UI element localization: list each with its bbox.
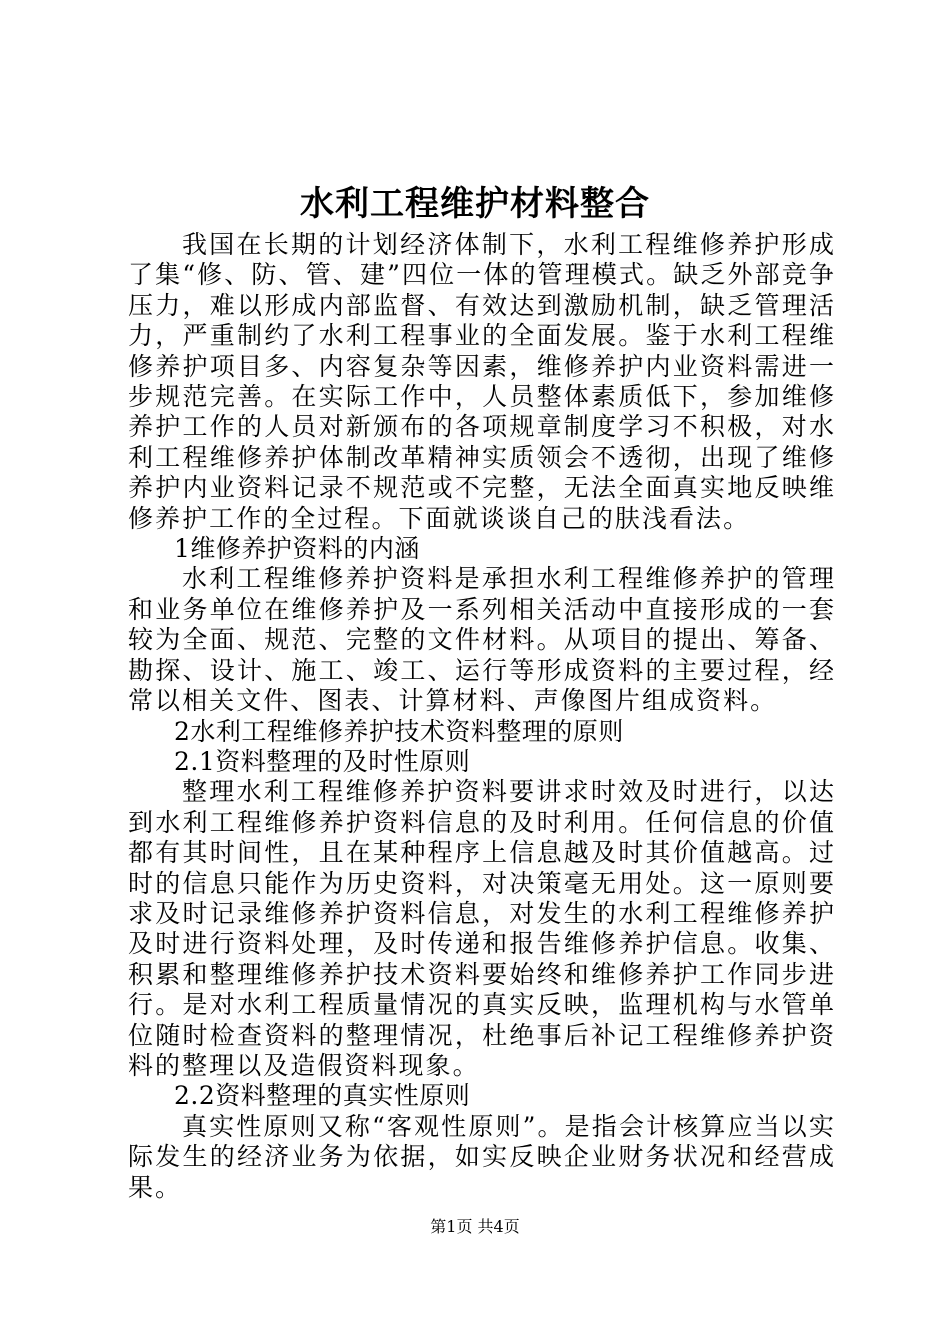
- section-heading-2-2: 2.2资料整理的真实性原则: [174, 1081, 471, 1111]
- document-body: [128, 230, 836, 1203]
- section-heading-2: 2水利工程维修养护技术资料整理的原则: [174, 716, 624, 746]
- section-1-paragraph: 水利工程维修养护资料是承担水利工程维修养护的管理和业务单位在维修养护及一系列相关活动中直接形成的一套较为全面、规范、完整的文件材料。从项目的提出、筹备、勘探、设计、施工、竣工、运行等形成资料的主要过程，经常以相关文件、图表、计算材料、声像图片组成资料。: [128, 564, 836, 716]
- section-heading-1: 1维修养护资料的内涵: [174, 534, 420, 564]
- document-title: 水利工程维护材料整合: [300, 184, 650, 224]
- intro-paragraph: 我国在长期的计划经济体制下，水利工程维修养护形成了集“修、防、管、建”四位一体的管理模式。缺乏外部竞争压力，难以形成内部监督、有效达到激励机制，缺乏管理活力，严重制约了水利工程事业的全面发展。鉴于水利工程维修养护项目多、内容复杂等因素，维修养护内业资料需进一步规范完善。在实际工作中，人员整体素质低下，参加维修养护工作的人员对新颁布的各项规章制度学习不积极，对水利工程维修养护体制改革精神实质领会不透彻，出现了维修养护内业资料记录不规范或不完整，无法全面真实地反映维修养护工作的全过程。下面就谈谈自己的肤浅看法。: [128, 230, 836, 533]
- section-2-1-paragraph: 整理水利工程维修养护资料要讲求时效及时进行，以达到水利工程维修养护资料信息的及时利用。任何信息的价值都有其时间性，且在某种程序上信息越及时其价值越高。过时的信息只能作为历史资料，对决策毫无用处。这一原则要求及时记录维修养护资料信息，对发生的水利工程维修养护及时进行资料处理，及时传递和报告维修养护信息。收集、积累和整理维修养护技术资料要始终和维修养护工作同步进行。是对水利工程质量情况的真实反映，监理机构与水管单位随时检查资料的整理情况，杜绝事后补记工程维修养护资料的整理以及造假资料现象。: [128, 777, 836, 1080]
- page-number-footer: 第1页 共4页: [430, 1217, 520, 1236]
- section-2-2-paragraph: 真实性原则又称“客观性原则”。是指会计核算应当以实际发生的经济业务为依据，如实反映企业财务状况和经营成果。: [128, 1111, 836, 1202]
- section-heading-2-1: 2.1资料整理的及时性原则: [174, 746, 471, 776]
